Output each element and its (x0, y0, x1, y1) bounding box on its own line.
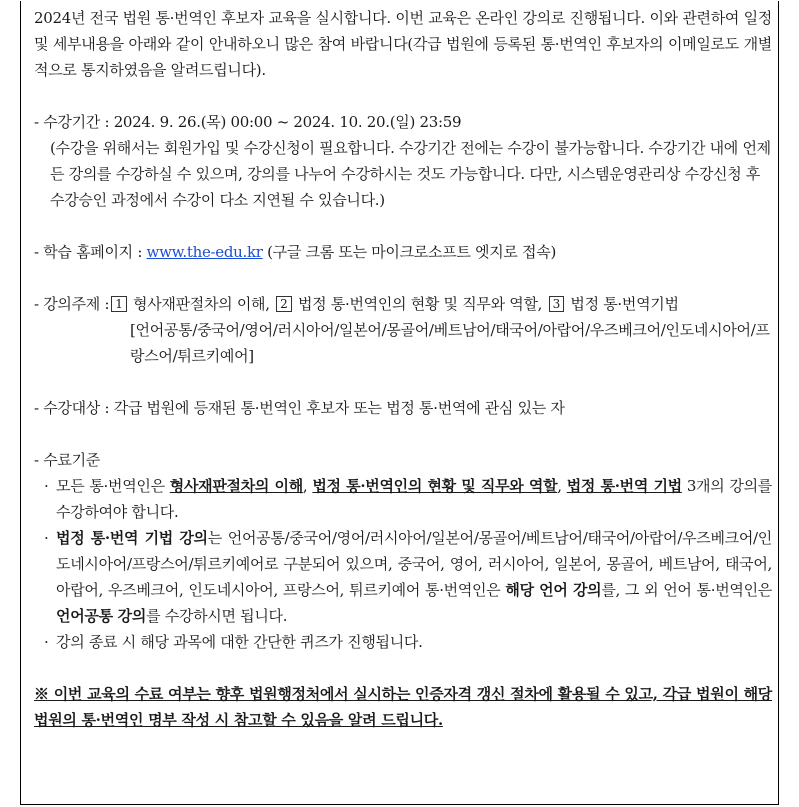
homepage-label: - 학습 홈페이지 : (34, 243, 147, 261)
bullet-dot: · (44, 633, 49, 651)
announcement-body (34, 5, 772, 733)
period-label: - 수강기간 : (34, 113, 114, 131)
bullet-dot: · (44, 477, 49, 495)
target-section (34, 395, 772, 421)
bullet-dot: · (44, 529, 49, 547)
topic-number-1: 1 (111, 296, 126, 312)
course-interpreter-role: 법정 통·번역인의 현황 및 직무와 역할 (312, 477, 558, 495)
period-value: 2024. 9. 26.(목) 00:00 ~ 2024. 10. 20.(일) 23:59 (113, 113, 462, 131)
topics-label: - 강의주제 : (34, 295, 110, 313)
homepage-link[interactable]: www.the-edu.kr (146, 243, 263, 261)
topic-1: 형사재판절차의 이해, (128, 295, 275, 313)
topic-number-2: 2 (276, 296, 291, 312)
homepage-section (34, 239, 772, 265)
course-common-language: 언어공통 강의 (56, 607, 147, 625)
separator: , (302, 477, 313, 495)
criteria-b2-end: 를 수강하시면 됩니다. (146, 607, 288, 625)
topic-languages: [언어공통/중국어/영어/러시아어/일본어/몽골어/베트남어/태국어/아랍어/우즈베크어/인도네시아어/프랑스어/튀르키예어] (130, 321, 770, 365)
period-note: (수강을 위해서는 회원가입 및 수강신청이 필요합니다. 수강기간 전에는 수강이 불가능합니다. 수강기간 내에 언제든 강의를 수강하실 수 있으며, 강의를 나누어 수강하시는 것도 가능합니다. 다만, 시스템운영관리상 수강신청 후 수강승인 과정에서 수강이 다소 지연될 수 있습니다.) (50, 139, 771, 209)
criteria-b2-text: 를, 그 외 언어 통·번역인은 (601, 581, 772, 599)
topic-number-3: 3 (549, 296, 564, 312)
course-criminal-procedure: 형사재판절차의 이해 (169, 477, 303, 495)
course-language-specific: 해당 언어 강의 (505, 581, 602, 599)
course-technique-bold: 법정 통·번역 기법 강의 (56, 529, 208, 547)
topic-3: 법정 통·번역기법 (565, 295, 679, 313)
target-label: - 수강대상 : (34, 399, 114, 417)
period-section (34, 109, 772, 213)
criteria-bullet-2 (34, 525, 772, 629)
target-value: 각급 법원에 등재된 통·번역인 후보자 또는 법정 통·번역에 관심 있는 자 (113, 399, 565, 417)
topics-section (34, 291, 772, 369)
separator: , (557, 477, 567, 495)
homepage-note: (구글 크롬 또는 마이크로소프트 엣지로 접속) (262, 243, 556, 261)
criteria-b2-text: 는 언어공통/중국어/영어/러시아어/일본어/몽골어/베트남어/태국어/아랍어/우즈베크어/인도네시아어/프랑스어/튀르키예어로 구분되어 있으며, 중국어, 영어, 러시아어, 일본어, 몽골어, 베트남어, 태국어, 아랍어, 우즈베크어, 인도네시아어, 프랑스어, 튀르키예어 통·번역인은 (56, 529, 772, 599)
criteria-bullet-3 (34, 629, 772, 655)
notice-paragraph: ※ 이번 교육의 수료 여부는 향후 법원행정처에서 실시하는 인증자격 갱신 절차에 활용될 수 있고, 각급 법원이 해당 법원의 통·번역인 명부 작성 시 참고할 수 있음을 알려 드립니다. (34, 685, 772, 729)
course-interpretation-technique: 법정 통·번역 기법 (566, 477, 682, 495)
criteria-section (34, 447, 772, 655)
criteria-bullet-1 (34, 473, 772, 525)
criteria-quiz-note: 강의 종료 시 해당 과목에 대한 간단한 퀴즈가 진행됩니다. (56, 633, 423, 651)
criteria-b1-intro: 모든 통·번역인은 (56, 477, 170, 495)
criteria-label: - 수료기준 (34, 451, 100, 469)
intro-paragraph: 2024년 전국 법원 통·번역인 후보자 교육을 실시합니다. 이번 교육은 온라인 강의로 진행됩니다. 이와 관련하여 일정 및 세부내용을 아래와 같이 안내하오니 많은 참여 바랍니다(각급 법원에 등록된 통·번역인 후보자의 이메일로도 개별적으로 통지하였음을 알려드립니다). (34, 9, 772, 79)
topic-2: 법정 통·번역인의 현황 및 직무와 역할, (293, 295, 547, 313)
criteria-b1-end: 3개의 강의를 수강하여야 합니다. (56, 477, 772, 521)
